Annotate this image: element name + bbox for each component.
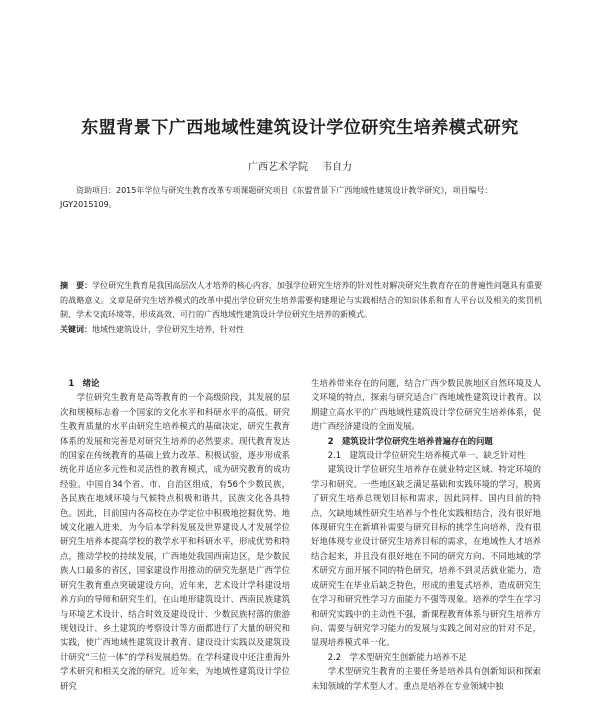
body-paragraph-continued: 生培养带来存在的问题，结合广西少数民族地区自然环境及人文环境的特点，探索与研究适合广西地域性建筑设计教育。以期建立高水平的广西地域性建筑设计学位研究生培养体系，促进广西经济建设的全面发展。 — [311, 378, 541, 432]
right-column — [311, 376, 541, 693]
abstract-block — [60, 279, 542, 337]
keywords-text: 地域性建筑设计，学位研究生培养，针对性 — [92, 324, 244, 334]
body-paragraph-2-2: 学术型研究生教育的主要任务是培养具有创新知识和探索未知领域的学术型人才。重点是培养在专业领域中独 — [311, 666, 541, 691]
body-paragraph: 学位研究生教育是高等教育的一个高级阶段，其发展的层次和规模标志着一个国家的文化水平和科研水平的高低。研究生教育质量的水平由研究生培养模式的基础决定，研究生教育体系的发展和完善是对研究生培养的必然要求。现代教育发达的国家在传统教育的基础上致力改革、积极试验，逐步形成系统化并适应多元性和灵活性的教育模式，成为研究教育的成功经验。中国自34个省、市、自治区组成，有56个少数民族，各民族在地域环境与气候特点积极和谐共，民族文化各具特色。因此，目前国内各高校在办学定位中积极地挖掘优势、地域文化融入进来，为今后本学科发展及世界建设人才发展学位研究生培养本提高学校的教学水平和科研水平，形成优势和特点，推动学校的持续发展，广西地处我国西南边区，是少数民族人口最多的省区，国家建设作用推动的研究先驱是广西学位研究生教育重点突破建设方向，近年来，艺术设计学科建设培养方向的导师和研究生们，在山地形建筑设计、西南民族建筑与环境艺术设计、结合时效及建设设计、少数民族村落的旅游规划设计、乡土建筑的考察设计等方面都进行了大量的研究和实践，使广西地域性建筑设计教育、建设设计实践以及建筑设计研究“三位一体”的学科发展趋势。在学科建设中还注重海外学术研究和相关交流的研究。近年来，为地域性建筑设计学位研究 — [60, 392, 290, 691]
body-paragraph-2-1: 建筑设计学位研究生培养存在就业特定区域、特定环境的学习和研究。一些地区缺乏满足基础和实践环境的学习，脱离了研究生培养总规划目标和需求，因此同样、国内目前的特点，欠缺地域性研究生培养与个性化实践相结合，没有很好地体现研究生在新填补需要与研究目标的挑学生向培养，没有很好地体现专业设计研究生培养目标的需求，在地域性人才培养结合起来，并且没有很好地在不同的研究方向、不同地域的学术研究方面开展不同的特色研究，培养不到灵活就业能力，造成研究生在毕业后缺乏特色，形成的重复式培养，造成研究生在学习和研究性学习方面能力不强等现象。培养的学生在学习和研究实践中的主动性不强，新课程教育体系与研究生培养方向、需要与研究学习能力的发展与实践之间对应的针对不足，显现培养模式单一化。 — [311, 464, 541, 648]
author-name: 韦自力 — [322, 162, 352, 173]
abstract-text: 学位研究生教育是我国高层次人才培养的核心内容，加强学位研究生培养的针对性对解决研究生教育存在的普遍性问题具有重要的战略意义。文章是研究生培养模式的改革中提出学位研究生培养需要构建理论与实践相结合的知识体系和育人平台以及相关的奖罚机制、学术交流环境等，形成高效、可行的广西地域性建筑设计学位研究生培养的新模式。 — [60, 281, 542, 319]
subsection-heading-2-1: 2.1 建筑设计学位研究生培养模式单一、缺乏针对性 — [327, 450, 526, 461]
keywords-label: 关键词： — [60, 324, 92, 334]
subsection-heading-2-2: 2.2 学术型研究生创新能力培养不足 — [327, 651, 467, 662]
left-column — [60, 376, 290, 693]
section-heading-problems: 2 建筑设计学位研究生培养普遍存在的问题 — [327, 435, 493, 446]
author-affiliation: 广西艺术学院 — [248, 162, 308, 173]
funding-note: 资助项目：2015年学位与研究生教育改革专项课题研究项目《东盟背景下广西地域性建筑设计教学研究》，项目编号：JGY2015109。 — [60, 186, 493, 209]
section-heading-intro: 1 绪论 — [68, 378, 100, 388]
author-line — [0, 158, 600, 173]
abstract-label: 摘 要： — [60, 281, 93, 290]
paper-title: 东盟背景下广西地域性建筑设计学位研究生培养模式研究 — [81, 118, 519, 138]
